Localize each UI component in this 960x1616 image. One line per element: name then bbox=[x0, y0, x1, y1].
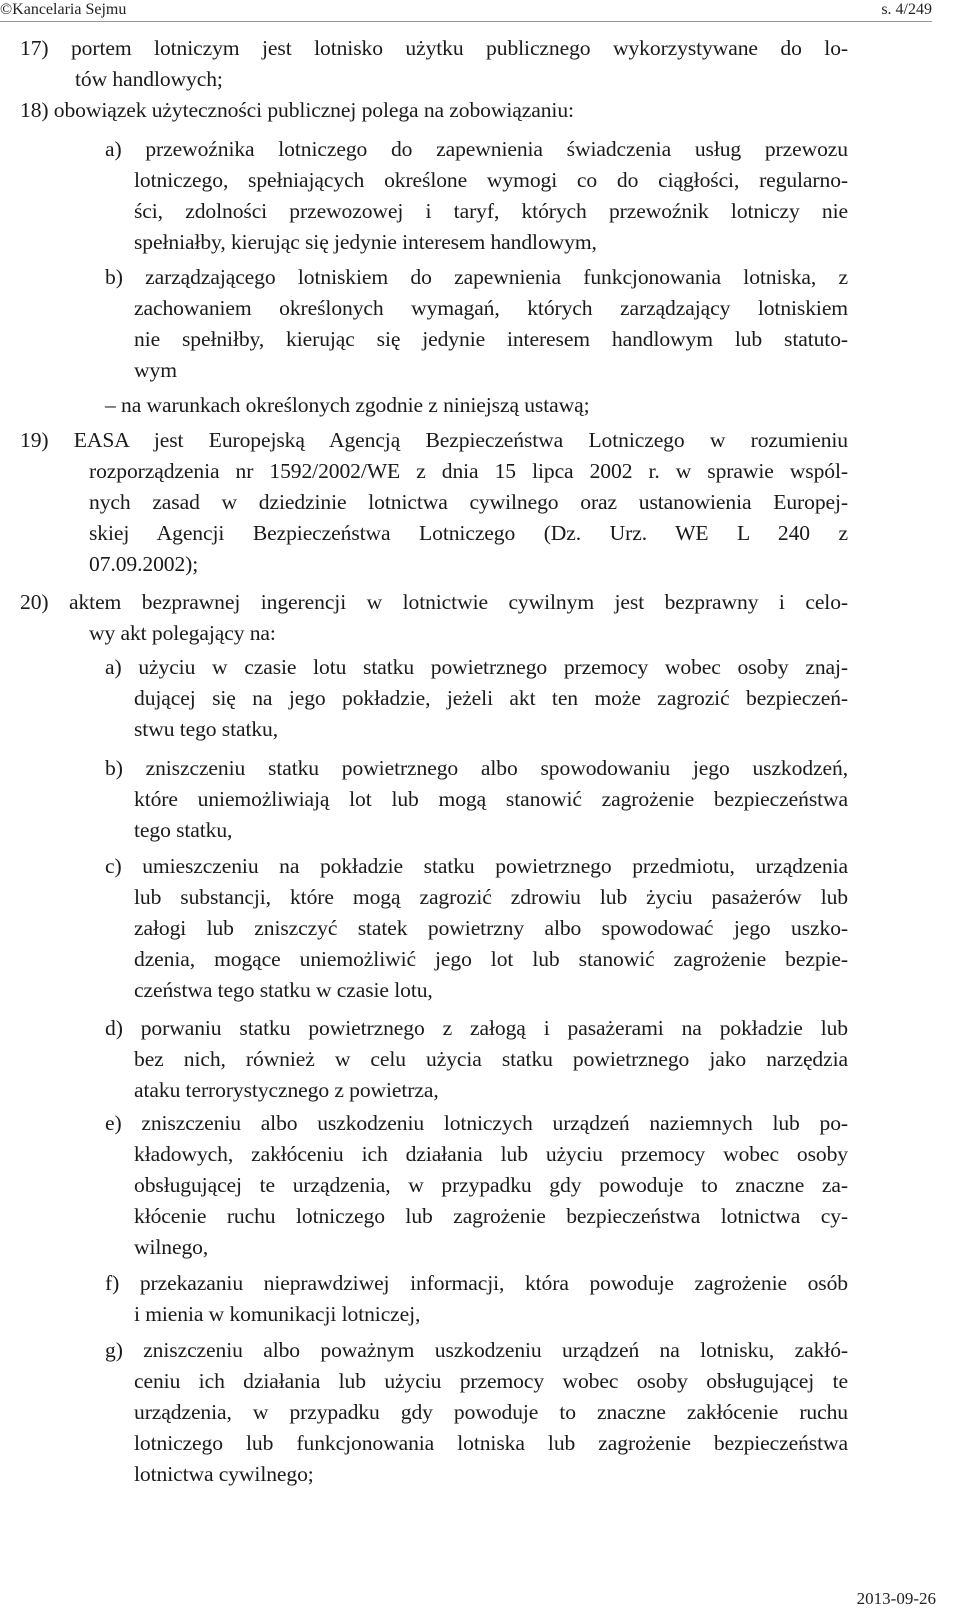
text-line: tów handlowych; bbox=[75, 67, 223, 91]
text-line: które uniemożliwiają lot lub mogą stanowić zagrożenie bezpieczeństwa bbox=[134, 787, 848, 811]
text-line: i mienia w komunikacji lotniczej, bbox=[134, 1302, 421, 1326]
text-line: dzenia, mogące uniemożliwić jego lot lub stanowić zagrożenie bezpie- bbox=[134, 947, 848, 971]
text-line: c) umieszczeniu na pokładzie statku powietrznego przedmiotu, urządzenia bbox=[105, 854, 848, 878]
text-line: – na warunkach określonych zgodnie z niniejszą ustawą; bbox=[105, 393, 590, 417]
footer-date: 2013-09-26 bbox=[856, 1589, 936, 1608]
text-line: 17) portem lotniczym jest lotnisko użytku publicznego wykorzystywane do lo- bbox=[20, 36, 848, 60]
text-line: kłócenie ruchu lotniczego lub zagrożenie bezpieczeństwa lotnictwa cy- bbox=[134, 1204, 848, 1228]
text-line: czeństwa tego statku w czasie lotu, bbox=[134, 978, 433, 1002]
text-line: b) zniszczeniu statku powietrznego albo spowodowaniu jego uszkodzeń, bbox=[105, 756, 848, 780]
text-line: wilnego, bbox=[134, 1235, 209, 1259]
text-line: a) przewoźnika lotniczego do zapewnienia świadczenia usług przewozu bbox=[105, 137, 848, 161]
text-line: 20) aktem bezprawnej ingerencji w lotnictwie cywilnym jest bezprawny i celo- bbox=[20, 590, 848, 614]
text-line: zachowaniem określonych wymagań, których zarządzający lotniskiem bbox=[134, 296, 848, 320]
text-line: skiej Agencji Bezpieczeństwa Lotniczego (Dz. Urz. WE L 240 z bbox=[89, 521, 848, 545]
text-line: załogi lub zniszczyć statek powietrzny albo spowodować jego uszko- bbox=[134, 916, 848, 940]
text-line: a) użyciu w czasie lotu statku powietrznego przemocy wobec osoby znaj- bbox=[105, 655, 848, 679]
text-line: kładowych, zakłóceniu ich działania lub użyciu przemocy wobec osoby bbox=[134, 1142, 848, 1166]
text-line: obsługującej te urządzenia, w przypadku gdy powoduje to znaczne za- bbox=[134, 1173, 848, 1197]
text-line: 19) EASA jest Europejską Agencją Bezpieczeństwa Lotniczego w rozumieniu bbox=[20, 428, 848, 452]
text-line: lotnictwa cywilnego; bbox=[134, 1462, 314, 1486]
text-line: stwu tego statku, bbox=[134, 717, 279, 741]
text-line: f) przekazaniu nieprawdziwej informacji, która powoduje zagrożenie osób bbox=[105, 1271, 848, 1295]
text-line: rozporządzenia nr 1592/2002/WE z dnia 15 lipca 2002 r. w sprawie wspól- bbox=[89, 459, 848, 483]
text-line: spełniałby, kierując się jedynie interesem handlowym, bbox=[134, 230, 597, 254]
text-line: ceniu ich działania lub użyciu przemocy wobec osoby obsługującej te bbox=[134, 1369, 848, 1393]
text-line: 18) obowiązek użyteczności publicznej polega na zobowiązaniu: bbox=[20, 98, 574, 122]
text-line: lotniczego, spełniających określone wymogi co do ciągłości, regularno- bbox=[134, 168, 848, 192]
text-line: 07.09.2002); bbox=[89, 552, 199, 576]
text-line: nie spełniłby, kierując się jedynie interesem handlowym lub statuto- bbox=[134, 327, 848, 351]
text-line: e) zniszczeniu albo uszkodzeniu lotniczych urządzeń naziemnych lub po- bbox=[105, 1111, 848, 1135]
text-line: urządzenia, w przypadku gdy powoduje to znaczne zakłócenie ruchu bbox=[134, 1400, 848, 1424]
text-line: ataku terrorystycznego z powietrza, bbox=[134, 1078, 439, 1102]
text-line: b) zarządzającego lotniskiem do zapewnienia funkcjonowania lotniska, z bbox=[105, 265, 848, 289]
header-copyright: ©Kancelaria Sejmu bbox=[0, 1, 127, 18]
page-number: s. 4/249 bbox=[881, 1, 932, 18]
text-line: wy akt polegający na: bbox=[89, 621, 276, 645]
text-line: bez nich, również w celu użycia statku powietrznego jako narzędzia bbox=[134, 1047, 848, 1071]
text-line: ści, zdolności przewozowej i taryf, których przewoźnik lotniczy nie bbox=[134, 199, 848, 223]
text-line: lub substancji, które mogą zagrozić zdrowiu lub życiu pasażerów lub bbox=[134, 885, 848, 909]
text-line: g) zniszczeniu albo poważnym uszkodzeniu urządzeń na lotnisku, zakłó- bbox=[105, 1338, 848, 1362]
text-line: nych zasad w dziedzinie lotnictwa cywilnego oraz ustanowienia Europej- bbox=[89, 490, 848, 514]
text-line: dującej się na jego pokładzie, jeżeli akt ten może zagrozić bezpieczeń- bbox=[134, 686, 848, 710]
text-line: d) porwaniu statku powietrznego z załogą i pasażerami na pokładzie lub bbox=[105, 1016, 848, 1040]
text-line: lotniczego lub funkcjonowania lotniska lub zagrożenie bezpieczeństwa bbox=[134, 1431, 848, 1455]
text-line: wym bbox=[134, 358, 177, 382]
text-line: tego statku, bbox=[134, 818, 233, 842]
header-divider bbox=[0, 21, 932, 22]
